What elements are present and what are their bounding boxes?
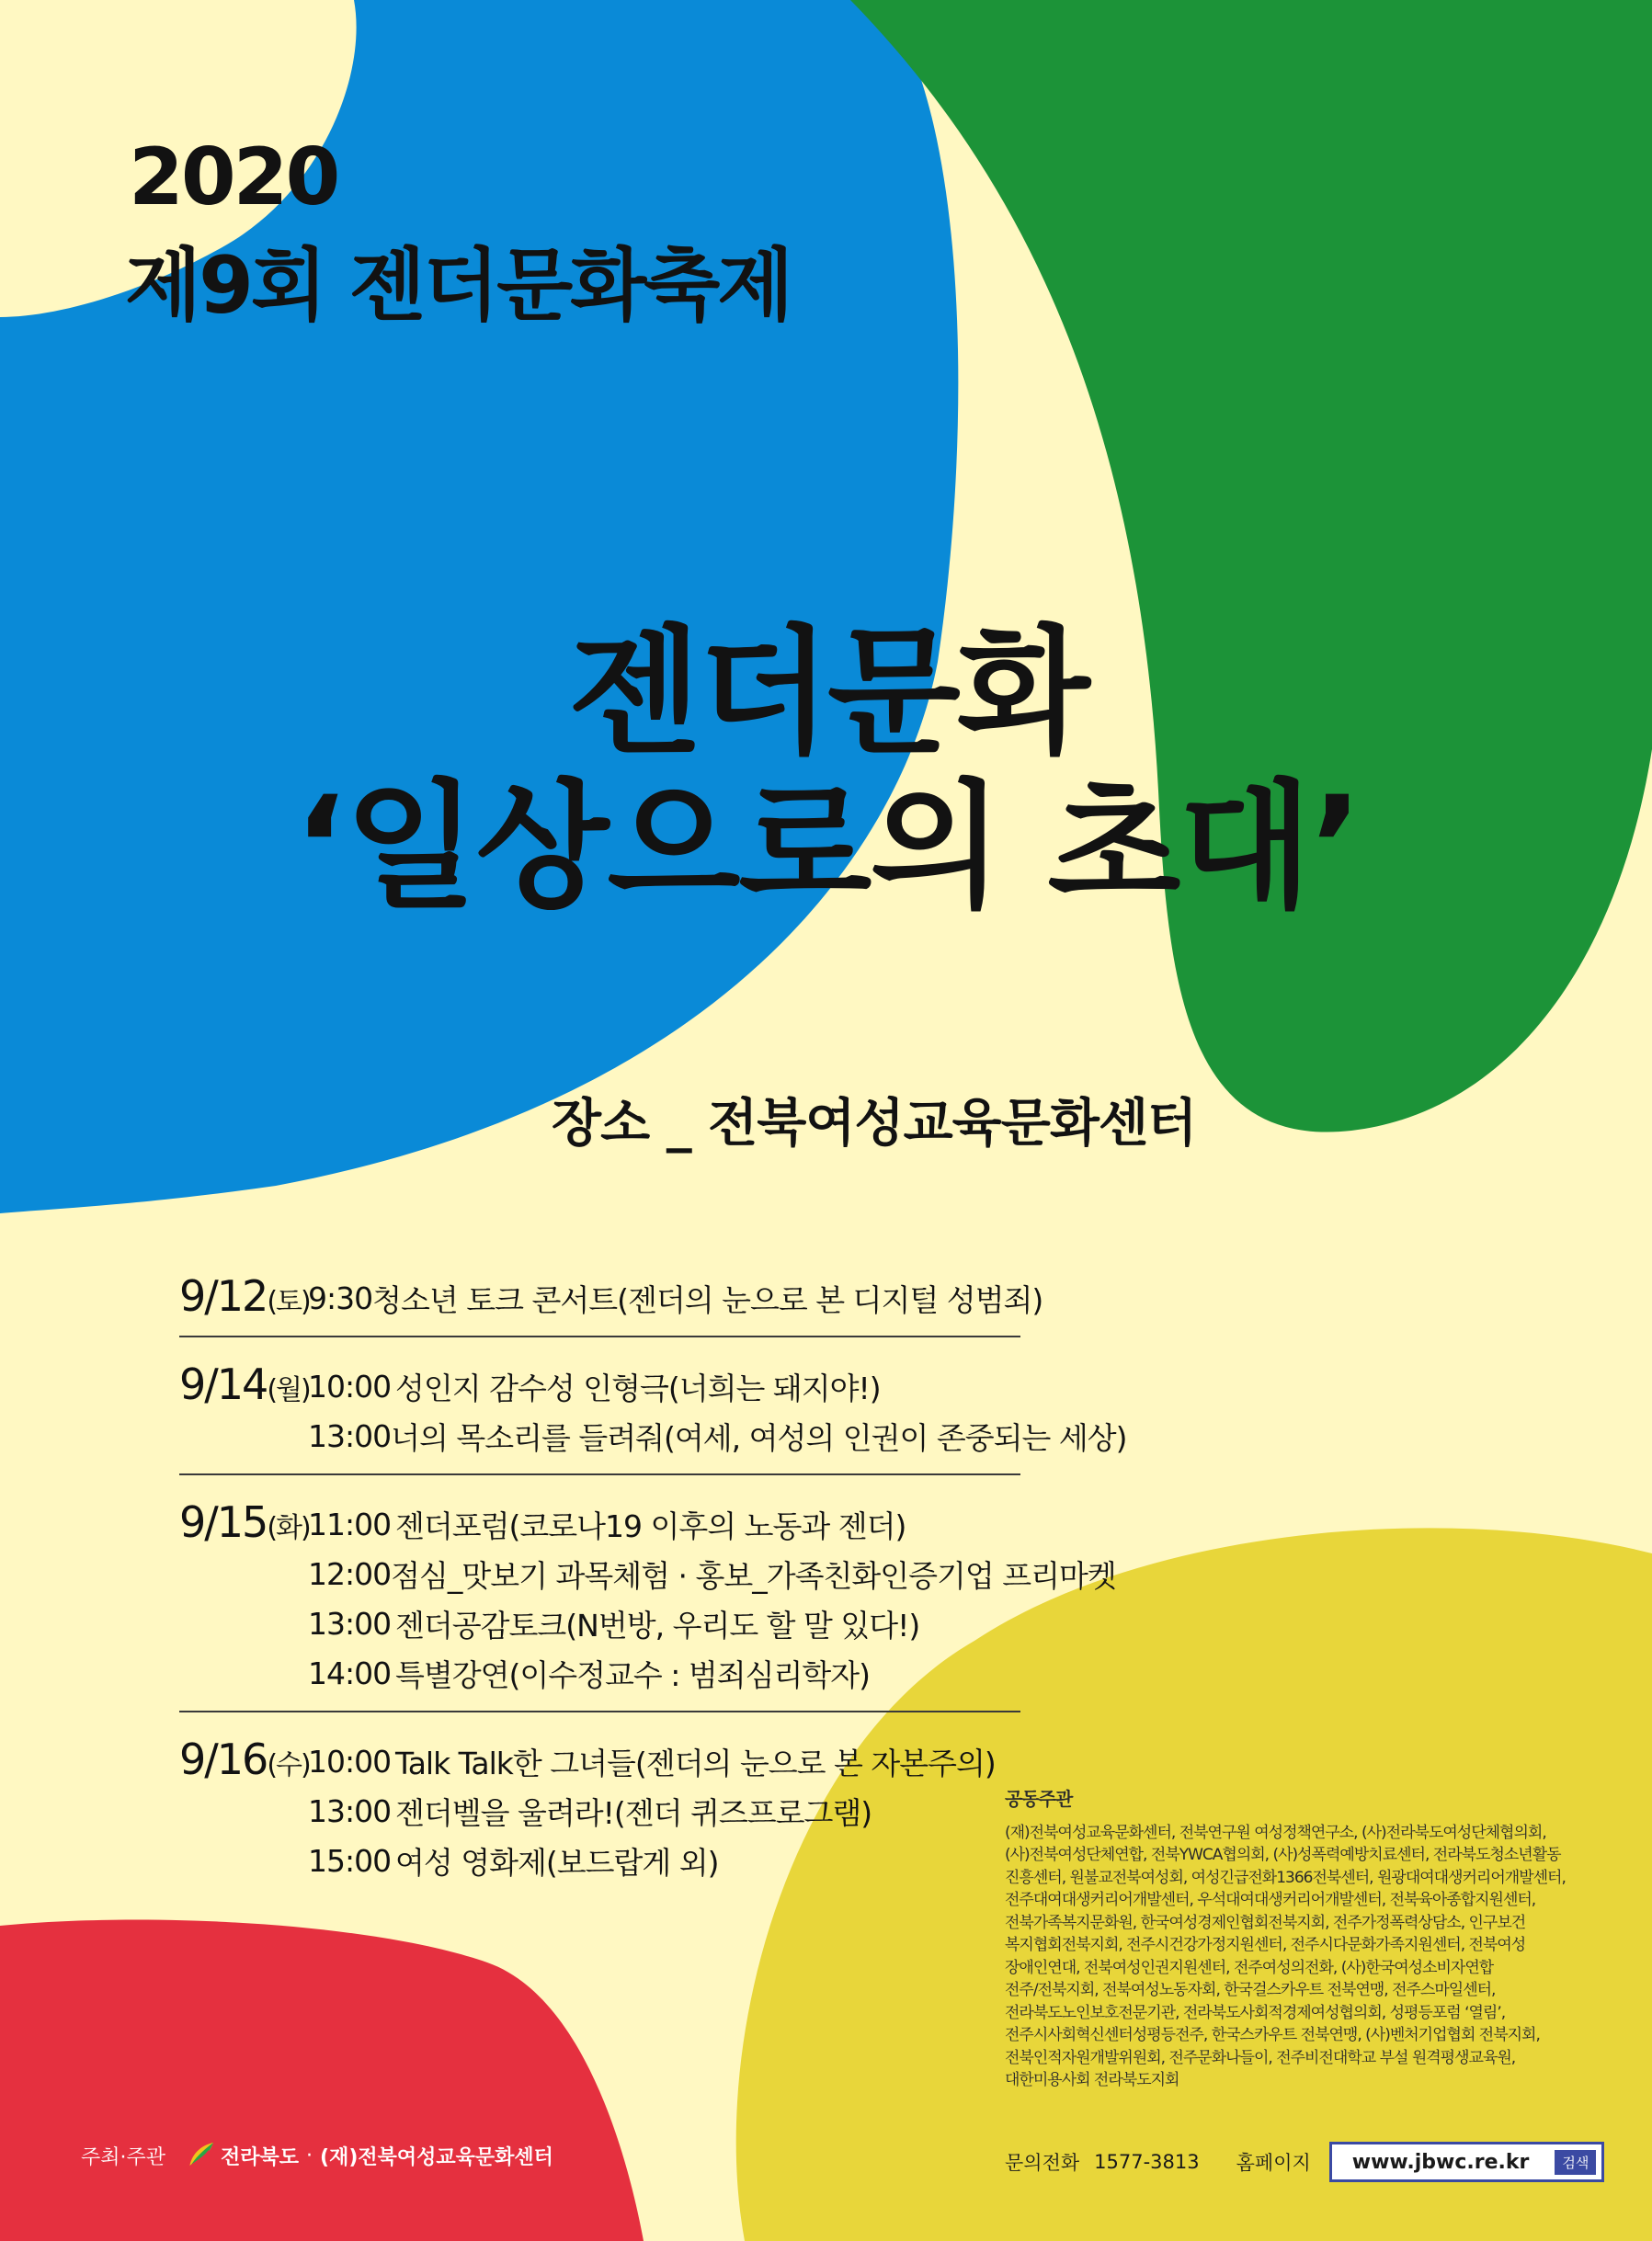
cohost-line: 장애인연대, 전북여성인권지원센터, 전주여성의전화, (사)한국여성소비자연합 bbox=[1005, 1958, 1494, 1977]
green-blob bbox=[850, 0, 1652, 1132]
headline bbox=[276, 613, 1379, 927]
host-separator: · bbox=[306, 2144, 313, 2167]
host-org-2: (재)전북여성교육문화센터 bbox=[320, 2145, 553, 2169]
event-time: 10:00 bbox=[308, 1743, 392, 1780]
schedule-date bbox=[179, 1735, 310, 1784]
host-org-1: 전라북도 bbox=[221, 2145, 300, 2169]
event-time: 9:30 bbox=[308, 1280, 373, 1316]
date-text: 9/12 bbox=[179, 1271, 268, 1321]
homepage-label: 홈페이지 bbox=[1236, 2152, 1311, 2174]
event-title: 너의 목소리를 들려줘(여세, 여성의 인권이 존중되는 세상) bbox=[391, 1419, 1127, 1456]
cohost-line: 전주/전북지회, 전북여성노동자회, 한국걸스카우트 전북연맹, 전주스마일센터, bbox=[1005, 1981, 1496, 1999]
event-title: 특별강연(이수정교수 : 범죄심리학자) bbox=[395, 1656, 871, 1693]
phone-number[interactable]: 1577-3813 bbox=[1094, 2151, 1200, 2173]
host-credits bbox=[81, 2140, 553, 2171]
cohost-line: (재)전북여성교육문화센터, 전북연구원 여성정책연구소, (사)전라북도여성단체협의회, bbox=[1005, 1823, 1546, 1842]
festival-year: 2020 bbox=[129, 131, 338, 223]
homepage-url[interactable]: www.jbwc.re.kr bbox=[1351, 2150, 1530, 2174]
cohost-line: 대한미용사회 전라북도지회 bbox=[1005, 2071, 1179, 2089]
event-title: 여성 영화제(보드랍게 외) bbox=[395, 1844, 719, 1881]
schedule-event bbox=[179, 1786, 1020, 1836]
schedule-event bbox=[179, 1648, 1020, 1698]
red-blob bbox=[0, 1919, 644, 2241]
schedule-date bbox=[179, 1497, 310, 1547]
weekday-text: (수) bbox=[267, 1749, 310, 1781]
event-title: 청소년 토크 콘서트(젠더의 눈으로 본 디지털 성범죄) bbox=[372, 1281, 1043, 1318]
schedule-date bbox=[179, 1271, 310, 1321]
event-time: 13:00 bbox=[308, 1417, 392, 1454]
cohost-line: 전라북도노인보호전문기관, 전라북도사회적경제여성협의회, 성평등포럼 ‘열림’, bbox=[1005, 2003, 1506, 2022]
cohost-line: 전북가족복지문화원, 한국여성경제인협회전북지회, 전주가정폭력상담소, 인구보건 bbox=[1005, 1913, 1526, 1932]
schedule-day bbox=[179, 1497, 1116, 1712]
schedule-event bbox=[179, 1598, 1020, 1648]
event-time: 12:00 bbox=[308, 1555, 392, 1592]
homepage-search-box[interactable] bbox=[1329, 2142, 1605, 2182]
event-title: 점심_맛보기 과목체험 · 홍보_가족친화인증기업 프리마켓 bbox=[391, 1557, 1116, 1594]
event-title: 젠더벨을 울려라!(젠더 퀴즈프로그램) bbox=[395, 1794, 872, 1831]
schedule-day bbox=[179, 1271, 1043, 1337]
date-text: 9/14 bbox=[179, 1359, 268, 1409]
event-title: 젠더공감토크(N번방, 우리도 할 말 있다!) bbox=[395, 1607, 920, 1644]
event-title: 성인지 감수성 인형극(너희는 돼지야!) bbox=[395, 1370, 881, 1406]
cohost-line: 전북인적자원개발위원회, 전주문화나들이, 전주비전대학교 부설 원격평생교육원, bbox=[1005, 2048, 1516, 2067]
cohost-section bbox=[1005, 1788, 1570, 2092]
headline-line-1: 젠더문화 bbox=[568, 613, 1087, 773]
schedule-event bbox=[179, 1836, 1020, 1885]
event-time: 13:00 bbox=[308, 1605, 392, 1642]
cohost-line: 전주대여대생커리어개발센터, 우석대여대생커리어개발센터, 전북육아종합지원센터, bbox=[1005, 1891, 1536, 1909]
event-time: 11:00 bbox=[308, 1506, 392, 1542]
weekday-text: (화) bbox=[267, 1512, 310, 1544]
jeonbuk-leaf-logo-icon bbox=[186, 2140, 217, 2171]
schedule-date bbox=[179, 1359, 310, 1409]
event-title: Talk Talk한 그녀들(젠더의 눈으로 본 자본주의) bbox=[395, 1745, 996, 1781]
headline-line-2: ‘일상으로의 초대’ bbox=[293, 768, 1361, 927]
event-title: 젠더포럼(코로나19 이후의 노동과 젠더) bbox=[395, 1507, 906, 1544]
cohost-title: 공동주관 bbox=[1005, 1788, 1073, 1810]
host-label: 주최·주관 bbox=[81, 2145, 166, 2169]
cohost-line: (사)전북여성단체연합, 전북YWCA협의회, (사)성폭력예방치료센터, 전라북도청소년활동 bbox=[1005, 1846, 1561, 1864]
weekday-text: (월) bbox=[267, 1374, 310, 1406]
contact-info bbox=[1005, 2142, 1604, 2182]
schedule-event bbox=[179, 1549, 1116, 1598]
search-button[interactable]: 검색 bbox=[1555, 2150, 1596, 2175]
cohost-line: 복지협회전북지회, 전주시건강가정지원센터, 전주시다문화가족지원센터, 전북여성 bbox=[1005, 1936, 1526, 1954]
schedule-event bbox=[179, 1411, 1127, 1461]
festival-edition-title: 제9회 젠더문화축제 bbox=[125, 240, 792, 332]
date-text: 9/15 bbox=[179, 1497, 268, 1547]
event-time: 10:00 bbox=[308, 1368, 392, 1405]
cohost-line: 전주시사회혁신센터성평등전주, 한국스카우트 전북연맹, (사)벤처기업협회 전북지회, bbox=[1005, 2026, 1540, 2044]
venue-text: 장소 _ 전북여성교육문화센터 bbox=[552, 1094, 1197, 1154]
cohost-line: 진흥센터, 원불교전북여성회, 여성긴급전화1366전북센터, 원광대여대생커리어개발센터, bbox=[1005, 1868, 1566, 1887]
schedule-day bbox=[179, 1359, 1127, 1475]
event-time: 15:00 bbox=[308, 1842, 392, 1879]
event-time: 13:00 bbox=[308, 1792, 392, 1829]
phone-label: 문의전화 bbox=[1005, 2152, 1080, 2174]
schedule-day bbox=[179, 1736, 1020, 1898]
date-text: 9/16 bbox=[179, 1735, 268, 1784]
weekday-text: (토) bbox=[267, 1286, 310, 1318]
event-time: 14:00 bbox=[308, 1655, 392, 1691]
